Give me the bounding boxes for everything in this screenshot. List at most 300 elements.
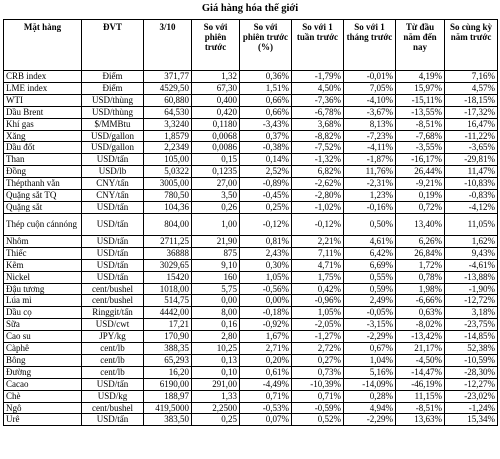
table-row xyxy=(4,259,498,271)
cell-ytd-change: 0,72% xyxy=(396,201,445,213)
cell-month-change: 0,55% xyxy=(344,271,396,283)
cell-yoy-change: 7,16% xyxy=(445,71,498,83)
cell-change-pct: 0,20% xyxy=(240,354,292,366)
cell-unit: cent/lb xyxy=(82,354,144,366)
cell-ytd-change: 4,19% xyxy=(396,71,445,83)
cell-change: 1,32 xyxy=(192,71,240,83)
cell-price: 2,2349 xyxy=(144,142,192,154)
cell-week-change: 1,05% xyxy=(292,307,344,319)
cell-change: 2,2500 xyxy=(192,402,240,414)
cell-change-pct: 0,66% xyxy=(240,94,292,106)
cell-item-name: Xăng xyxy=(4,130,82,142)
cell-ytd-change: 26,84% xyxy=(396,247,445,259)
cell-unit: USD/gallon xyxy=(82,142,144,154)
cell-item-name: Cacao xyxy=(4,378,82,390)
cell-week-change: 4,71% xyxy=(292,259,344,271)
col-header-unit: ĐVT xyxy=(82,20,144,71)
cell-yoy-change: -23,02% xyxy=(445,390,498,402)
cell-week-change: 0,73% xyxy=(292,366,344,378)
cell-ytd-change: -8,02% xyxy=(396,319,445,331)
col-header-month: So với 1 tháng trước xyxy=(344,20,396,71)
cell-price: 64,530 xyxy=(144,106,192,118)
cell-item-name: Nickel xyxy=(4,271,82,283)
cell-unit: USD/gallon xyxy=(82,130,144,142)
cell-change: 0,13 xyxy=(192,354,240,366)
cell-change-pct: 0,71% xyxy=(240,390,292,402)
cell-yoy-change: 4,57% xyxy=(445,82,498,94)
cell-ytd-change: -4,50% xyxy=(396,354,445,366)
cell-week-change: 7,11% xyxy=(292,247,344,259)
cell-week-change: -8,82% xyxy=(292,130,344,142)
cell-ytd-change: -14,47% xyxy=(396,366,445,378)
cell-item-name: Khí gas xyxy=(4,118,82,130)
cell-yoy-change: -18,15% xyxy=(445,94,498,106)
cell-week-change: -7,52% xyxy=(292,142,344,154)
table-row xyxy=(4,271,498,283)
cell-price: 105,00 xyxy=(144,154,192,166)
cell-change-pct: 0,00% xyxy=(240,295,292,307)
table-row xyxy=(4,295,498,307)
table-row xyxy=(4,307,498,319)
cell-change: 1,00 xyxy=(192,213,240,235)
cell-price: 804,00 xyxy=(144,213,192,235)
cell-ytd-change: -46,19% xyxy=(396,378,445,390)
cell-ytd-change: -13,42% xyxy=(396,331,445,343)
table-row xyxy=(4,343,498,355)
cell-change: 0,15 xyxy=(192,154,240,166)
cell-unit: $/MMBtu xyxy=(82,118,144,130)
cell-price: 780,50 xyxy=(144,190,192,202)
cell-yoy-change: 15,34% xyxy=(445,414,498,426)
cell-item-name: Ngô xyxy=(4,402,82,414)
table-row xyxy=(4,213,498,235)
cell-change: 3,50 xyxy=(192,190,240,202)
cell-yoy-change: -0,83% xyxy=(445,190,498,202)
cell-change-pct: 0,07% xyxy=(240,414,292,426)
cell-item-name: Chè xyxy=(4,390,82,402)
cell-month-change: -2,31% xyxy=(344,178,396,190)
cell-item-name: Thép cuộn cánnóng xyxy=(4,213,82,235)
cell-unit: cent/bushel xyxy=(82,283,144,295)
cell-item-name: Đường xyxy=(4,366,82,378)
cell-unit: USD/tấn xyxy=(82,213,144,235)
cell-unit: USD/thùng xyxy=(82,106,144,118)
cell-unit: Điểm xyxy=(82,82,144,94)
cell-unit: USD/tấn xyxy=(82,235,144,247)
cell-month-change: 0,28% xyxy=(344,390,396,402)
cell-change-pct: 2,43% xyxy=(240,247,292,259)
cell-yoy-change: -12,72% xyxy=(445,295,498,307)
cell-unit: USD/tấn xyxy=(82,259,144,271)
cell-change-pct: -0,56% xyxy=(240,283,292,295)
cell-unit: Điểm xyxy=(82,71,144,83)
cell-yoy-change: -10,83% xyxy=(445,178,498,190)
table-row xyxy=(4,71,498,83)
col-header-ytd: Từ đầu năm đến nay xyxy=(396,20,445,71)
cell-yoy-change: 11,05% xyxy=(445,213,498,235)
cell-month-change: 2,49% xyxy=(344,295,396,307)
table-row xyxy=(4,106,498,118)
cell-price: 4529,50 xyxy=(144,82,192,94)
cell-change: 10,25 xyxy=(192,343,240,355)
cell-ytd-change: -8,51% xyxy=(396,402,445,414)
cell-yoy-change: 16,47% xyxy=(445,118,498,130)
cell-yoy-change: -4,61% xyxy=(445,259,498,271)
cell-month-change: -7,23% xyxy=(344,130,396,142)
cell-change: 9,10 xyxy=(192,259,240,271)
cell-price: 4442,00 xyxy=(144,307,192,319)
table-row xyxy=(4,201,498,213)
table-body xyxy=(4,71,498,426)
cell-month-change: 1,23% xyxy=(344,190,396,202)
cell-item-name: Đậu tương xyxy=(4,283,82,295)
cell-ytd-change: 0,78% xyxy=(396,271,445,283)
cell-week-change: -10,39% xyxy=(292,378,344,390)
cell-ytd-change: -7,68% xyxy=(396,130,445,142)
col-header-date: 3/10 xyxy=(144,20,192,71)
cell-change-pct: -0,38% xyxy=(240,142,292,154)
cell-yoy-change: 11,47% xyxy=(445,166,498,178)
cell-change-pct: -0,18% xyxy=(240,307,292,319)
cell-month-change: 5,16% xyxy=(344,366,396,378)
cell-week-change: -1,27% xyxy=(292,331,344,343)
table-row xyxy=(4,166,498,178)
cell-week-change: -2,80% xyxy=(292,190,344,202)
cell-yoy-change: -14,85% xyxy=(445,331,498,343)
cell-unit: Ringgit/tấn xyxy=(82,307,144,319)
cell-change-pct: 0,25% xyxy=(240,201,292,213)
cell-change: 67,30 xyxy=(192,82,240,94)
cell-week-change: 2,72% xyxy=(292,343,344,355)
cell-change: 5,75 xyxy=(192,283,240,295)
cell-price: 383,50 xyxy=(144,414,192,426)
cell-month-change: 11,76% xyxy=(344,166,396,178)
cell-month-change: -3,15% xyxy=(344,319,396,331)
cell-unit: USD/kg xyxy=(82,390,144,402)
page-title: Giá hàng hóa thế giới xyxy=(201,3,299,14)
cell-month-change: -14,09% xyxy=(344,378,396,390)
cell-change-pct: 0,36% xyxy=(240,71,292,83)
cell-month-change: -0,05% xyxy=(344,307,396,319)
cell-month-change: -2,29% xyxy=(344,331,396,343)
cell-yoy-change: -10,59% xyxy=(445,354,498,366)
cell-unit: CNY/tấn xyxy=(82,190,144,202)
cell-change-pct: 0,37% xyxy=(240,130,292,142)
table-row xyxy=(4,247,498,259)
table-row xyxy=(4,319,498,331)
cell-unit: USD/thùng xyxy=(82,94,144,106)
cell-ytd-change: -9,21% xyxy=(396,178,445,190)
cell-unit: USD/cwt xyxy=(82,319,144,331)
table-row xyxy=(4,130,498,142)
cell-item-name: LME index xyxy=(4,82,82,94)
table-row xyxy=(4,366,498,378)
cell-change-pct: -0,89% xyxy=(240,178,292,190)
col-header-change-pct: So với phiên trước (%) xyxy=(240,20,292,71)
cell-change-pct: 2,52% xyxy=(240,166,292,178)
cell-month-change: 8,13% xyxy=(344,118,396,130)
cell-unit: cent/lb xyxy=(82,366,144,378)
table-row xyxy=(4,94,498,106)
cell-ytd-change: 13,63% xyxy=(396,414,445,426)
cell-change: 8,00 xyxy=(192,307,240,319)
table-row xyxy=(4,142,498,154)
cell-change: 0,1180 xyxy=(192,118,240,130)
col-header-yoy: So cùng kỳ năm trước xyxy=(445,20,498,71)
cell-ytd-change: 1,72% xyxy=(396,259,445,271)
cell-change-pct: 0,81% xyxy=(240,235,292,247)
cell-week-change: -7,36% xyxy=(292,94,344,106)
cell-week-change: -1,02% xyxy=(292,201,344,213)
cell-ytd-change: -8,51% xyxy=(396,118,445,130)
cell-yoy-change: 3,18% xyxy=(445,307,498,319)
cell-ytd-change: 13,40% xyxy=(396,213,445,235)
cell-item-name: Đồng xyxy=(4,166,82,178)
cell-week-change: -6,78% xyxy=(292,106,344,118)
cell-price: 3029,65 xyxy=(144,259,192,271)
cell-month-change: -3,67% xyxy=(344,106,396,118)
cell-item-name: CRB index xyxy=(4,71,82,83)
cell-week-change: 6,82% xyxy=(292,166,344,178)
cell-change: 0,16 xyxy=(192,319,240,331)
cell-month-change: -2,29% xyxy=(344,414,396,426)
table-row xyxy=(4,154,498,166)
cell-week-change: 4,50% xyxy=(292,82,344,94)
table-row xyxy=(4,283,498,295)
cell-unit: USD/tấn xyxy=(82,414,144,426)
cell-item-name: Nhôm xyxy=(4,235,82,247)
cell-month-change: 6,42% xyxy=(344,247,396,259)
cell-week-change: 3,68% xyxy=(292,118,344,130)
cell-change: 1,33 xyxy=(192,390,240,402)
cell-price: 60,880 xyxy=(144,94,192,106)
col-header-item: Mặt hàng xyxy=(4,20,82,71)
cell-price: 388,35 xyxy=(144,343,192,355)
cell-price: 1018,00 xyxy=(144,283,192,295)
cell-unit: USD/tấn xyxy=(82,378,144,390)
cell-price: 16,20 xyxy=(144,366,192,378)
cell-ytd-change: 26,44% xyxy=(396,166,445,178)
cell-month-change: 0,59% xyxy=(344,283,396,295)
cell-yoy-change: -1,24% xyxy=(445,402,498,414)
cell-unit: USD/tấn xyxy=(82,201,144,213)
cell-price: 5,0322 xyxy=(144,166,192,178)
cell-yoy-change: -28,30% xyxy=(445,366,498,378)
cell-unit: USD/tấn xyxy=(82,247,144,259)
cell-change-pct: -0,92% xyxy=(240,319,292,331)
cell-yoy-change: 52,38% xyxy=(445,343,498,355)
cell-change-pct: 0,66% xyxy=(240,106,292,118)
cell-month-change: -0,16% xyxy=(344,201,396,213)
cell-price: 371,77 xyxy=(144,71,192,83)
cell-item-name: Bông xyxy=(4,354,82,366)
table-header-row xyxy=(4,20,498,71)
cell-month-change: 4,61% xyxy=(344,235,396,247)
table-row xyxy=(4,82,498,94)
cell-yoy-change: -4,12% xyxy=(445,201,498,213)
cell-yoy-change: 1,62% xyxy=(445,235,498,247)
cell-unit: USD/lb xyxy=(82,166,144,178)
cell-ytd-change: 15,97% xyxy=(396,82,445,94)
cell-change-pct: 0,30% xyxy=(240,259,292,271)
cell-change: 0,26 xyxy=(192,201,240,213)
cell-week-change: 0,27% xyxy=(292,354,344,366)
cell-unit: USD/tấn xyxy=(82,154,144,166)
cell-ytd-change: 0,19% xyxy=(396,190,445,202)
cell-yoy-change: 9,43% xyxy=(445,247,498,259)
cell-month-change: 1,04% xyxy=(344,354,396,366)
cell-item-name: Quặng sắt TQ xyxy=(4,190,82,202)
cell-unit: CNY/tấn xyxy=(82,178,144,190)
cell-price: 1,8579 xyxy=(144,130,192,142)
table-row xyxy=(4,190,498,202)
cell-week-change: -0,12% xyxy=(292,213,344,235)
cell-yoy-change: -3,65% xyxy=(445,142,498,154)
col-header-week: So với 1 tuần trước xyxy=(292,20,344,71)
cell-week-change: -1,32% xyxy=(292,154,344,166)
cell-month-change: 4,94% xyxy=(344,402,396,414)
cell-week-change: -2,05% xyxy=(292,319,344,331)
commodity-price-table xyxy=(3,19,498,426)
cell-price: 15420 xyxy=(144,271,192,283)
cell-price: 65,293 xyxy=(144,354,192,366)
cell-change-pct: 0,14% xyxy=(240,154,292,166)
cell-change-pct: -0,53% xyxy=(240,402,292,414)
cell-item-name: Dầu Brent xyxy=(4,106,82,118)
cell-change: 160 xyxy=(192,271,240,283)
cell-item-name: Than xyxy=(4,154,82,166)
cell-unit: JPY/kg xyxy=(82,331,144,343)
table-row xyxy=(4,402,498,414)
cell-item-name: Thépthanh vằn xyxy=(4,178,82,190)
cell-change-pct: 0,61% xyxy=(240,366,292,378)
cell-change: 0,0068 xyxy=(192,130,240,142)
table-row xyxy=(4,354,498,366)
cell-week-change: 0,52% xyxy=(292,414,344,426)
cell-month-change: -4,11% xyxy=(344,142,396,154)
cell-ytd-change: 1,98% xyxy=(396,283,445,295)
cell-unit: cent/lb xyxy=(82,343,144,355)
cell-item-name: Quặng sắt xyxy=(4,201,82,213)
cell-ytd-change: 11,15% xyxy=(396,390,445,402)
cell-change: 0,400 xyxy=(192,94,240,106)
cell-item-name: Dầu đốt xyxy=(4,142,82,154)
cell-price: 3,3240 xyxy=(144,118,192,130)
cell-item-name: Dầu cọ xyxy=(4,307,82,319)
cell-week-change: 0,71% xyxy=(292,390,344,402)
cell-item-name: Thiếc xyxy=(4,247,82,259)
cell-price: 514,75 xyxy=(144,295,192,307)
cell-change-pct: -0,45% xyxy=(240,190,292,202)
cell-change: 2,80 xyxy=(192,331,240,343)
cell-price: 2711,25 xyxy=(144,235,192,247)
cell-week-change: 0,42% xyxy=(292,283,344,295)
cell-month-change: 0,50% xyxy=(344,213,396,235)
cell-ytd-change: -3,55% xyxy=(396,142,445,154)
cell-item-name: Urê xyxy=(4,414,82,426)
table-row xyxy=(4,235,498,247)
cell-ytd-change: -6,66% xyxy=(396,295,445,307)
cell-change-pct: 2,71% xyxy=(240,343,292,355)
cell-change: 0,10 xyxy=(192,366,240,378)
cell-week-change: -2,62% xyxy=(292,178,344,190)
cell-change-pct: 1,51% xyxy=(240,82,292,94)
cell-change: 21,90 xyxy=(192,235,240,247)
cell-change-pct: 1,05% xyxy=(240,271,292,283)
cell-change: 0,1235 xyxy=(192,166,240,178)
cell-unit: cent/bushel xyxy=(82,402,144,414)
cell-yoy-change: -23,75% xyxy=(445,319,498,331)
cell-price: 17,21 xyxy=(144,319,192,331)
cell-yoy-change: -1,90% xyxy=(445,283,498,295)
cell-unit: cent/bushel xyxy=(82,295,144,307)
cell-price: 6190,00 xyxy=(144,378,192,390)
cell-ytd-change: 6,26% xyxy=(396,235,445,247)
cell-ytd-change: -13,55% xyxy=(396,106,445,118)
cell-change: 0,0086 xyxy=(192,142,240,154)
cell-item-name: Sữa xyxy=(4,319,82,331)
cell-unit: USD/tấn xyxy=(82,271,144,283)
cell-week-change: -0,59% xyxy=(292,402,344,414)
cell-price: 170,90 xyxy=(144,331,192,343)
cell-item-name: Lúa mì xyxy=(4,295,82,307)
table-row xyxy=(4,331,498,343)
table-row xyxy=(4,118,498,130)
cell-item-name: Càphê xyxy=(4,343,82,355)
table-row xyxy=(4,178,498,190)
cell-change: 0,420 xyxy=(192,106,240,118)
cell-ytd-change: -15,11% xyxy=(396,94,445,106)
cell-price: 104,36 xyxy=(144,201,192,213)
cell-month-change: 0,67% xyxy=(344,343,396,355)
cell-yoy-change: -11,22% xyxy=(445,130,498,142)
cell-item-name: WTI xyxy=(4,94,82,106)
cell-month-change: 7,05% xyxy=(344,82,396,94)
cell-week-change: -1,79% xyxy=(292,71,344,83)
cell-change-pct: -3,43% xyxy=(240,118,292,130)
cell-change-pct: 1,67% xyxy=(240,331,292,343)
cell-price: 36888 xyxy=(144,247,192,259)
cell-item-name: Kẽm xyxy=(4,259,82,271)
cell-month-change: -0,01% xyxy=(344,71,396,83)
cell-change: 291,00 xyxy=(192,378,240,390)
table-row xyxy=(4,378,498,390)
cell-week-change: 1,75% xyxy=(292,271,344,283)
col-header-change: So với phiên trước xyxy=(192,20,240,71)
cell-yoy-change: -12,27% xyxy=(445,378,498,390)
cell-month-change: -1,87% xyxy=(344,154,396,166)
cell-yoy-change: -29,81% xyxy=(445,154,498,166)
table-row xyxy=(4,414,498,426)
cell-price: 3005,00 xyxy=(144,178,192,190)
cell-change-pct: -0,12% xyxy=(240,213,292,235)
cell-price: 419,5000 xyxy=(144,402,192,414)
cell-change: 27,00 xyxy=(192,178,240,190)
cell-week-change: -0,96% xyxy=(292,295,344,307)
cell-ytd-change: 21,17% xyxy=(396,343,445,355)
cell-month-change: -4,10% xyxy=(344,94,396,106)
table-row xyxy=(4,390,498,402)
cell-item-name: Cao su xyxy=(4,331,82,343)
cell-month-change: 6,69% xyxy=(344,259,396,271)
cell-ytd-change: 0,63% xyxy=(396,307,445,319)
cell-change: 0,00 xyxy=(192,295,240,307)
cell-change: 875 xyxy=(192,247,240,259)
cell-yoy-change: -13,88% xyxy=(445,271,498,283)
cell-change: 0,25 xyxy=(192,414,240,426)
cell-week-change: 2,21% xyxy=(292,235,344,247)
cell-change-pct: -4,49% xyxy=(240,378,292,390)
